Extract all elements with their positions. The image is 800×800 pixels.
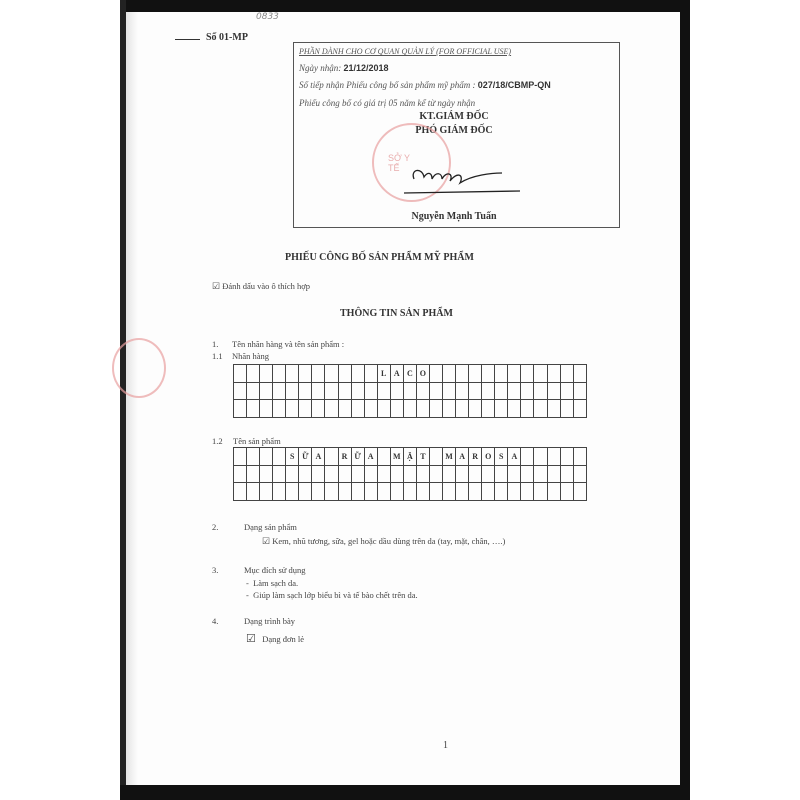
- date-label: Ngày nhận:: [299, 63, 342, 73]
- check-note: Đánh dấu vào ô thích hợp: [222, 281, 311, 291]
- grid-cell: [574, 383, 587, 401]
- grid-cell: [260, 466, 273, 484]
- grid-cell: [286, 483, 299, 501]
- grid-cell: [352, 483, 365, 501]
- grid-cell: [273, 383, 286, 401]
- stamp-text: SỞ Y TẾ: [388, 153, 410, 173]
- grid-cell: [365, 466, 378, 484]
- grid-cell: S: [495, 448, 508, 466]
- grid-cell: [378, 383, 391, 401]
- grid-cell: M: [443, 448, 456, 466]
- grid-cell: [561, 365, 574, 383]
- grid-cell: O: [482, 448, 495, 466]
- scan-border-bottom: [120, 785, 680, 800]
- grid-cell: [312, 400, 325, 418]
- grid-cell: [443, 400, 456, 418]
- official-heading: PHẦN DÀNH CHO CƠ QUAN QUẢN LÝ (FOR OFFICIAL USE): [299, 47, 512, 56]
- grid-cell: [469, 466, 482, 484]
- grid-cell: [365, 400, 378, 418]
- grid-cell: [482, 466, 495, 484]
- official-use-box: [293, 42, 620, 228]
- grid-cell: [286, 466, 299, 484]
- grid-cell: [482, 383, 495, 401]
- form-number: Số 01-MP: [206, 32, 248, 43]
- dash-line: [175, 39, 200, 40]
- date-value: 21/12/2018: [343, 63, 389, 73]
- grid-cell: [534, 466, 547, 484]
- grid-cell: [404, 400, 417, 418]
- scan-border-left: [120, 0, 126, 800]
- grid-cell: [508, 466, 521, 484]
- grid-cell: [339, 483, 352, 501]
- grid-cell: [430, 383, 443, 401]
- grid-cell: [286, 365, 299, 383]
- grid-cell: [234, 383, 247, 401]
- grid-cell: [234, 466, 247, 484]
- grid-cell: [430, 448, 443, 466]
- grid-cell: [273, 483, 286, 501]
- grid-cell: [404, 383, 417, 401]
- grid-cell: [430, 400, 443, 418]
- item1-label: Tên nhãn hàng và tên sản phẩm :: [232, 339, 345, 349]
- grid-cell: [534, 383, 547, 401]
- grid-cell: [495, 383, 508, 401]
- item1-1-num: 1.1: [212, 351, 223, 361]
- grid-cell: [391, 400, 404, 418]
- signer-title-2: PHÓ GIÁM ĐỐC: [415, 125, 493, 136]
- receipt-value: 027/18/CBMP-QN: [477, 80, 551, 90]
- grid-cell: [482, 400, 495, 418]
- grid-cell: [312, 466, 325, 484]
- grid-cell: [352, 365, 365, 383]
- validity-text: Phiếu công bố có giá trị 05 năm kể từ ngày nhận: [299, 98, 476, 108]
- grid-cell: [299, 483, 312, 501]
- grid-cell: Ữ: [352, 448, 365, 466]
- grid-cell: [299, 383, 312, 401]
- grid-cell: [561, 400, 574, 418]
- grid-cell: [495, 483, 508, 501]
- grid-cell: [508, 400, 521, 418]
- grid-cell: [430, 466, 443, 484]
- grid-cell: [548, 365, 561, 383]
- grid-cell: [273, 466, 286, 484]
- grid-cell: [325, 365, 338, 383]
- receipt-label: Số tiếp nhận Phiếu công bố sản phẩm mỹ phẩm :: [299, 80, 476, 90]
- grid-cell: [260, 365, 273, 383]
- grid-cell: [417, 483, 430, 501]
- grid-cell: [247, 483, 260, 501]
- grid-cell: [521, 400, 534, 418]
- handwritten-number: 0833: [256, 12, 279, 22]
- grid-cell: [273, 448, 286, 466]
- grid-cell: [521, 483, 534, 501]
- bullet-dash: -: [246, 578, 249, 588]
- grid-cell: [456, 400, 469, 418]
- grid-cell: [378, 466, 391, 484]
- grid-cell: C: [404, 365, 417, 383]
- grid-cell: [534, 400, 547, 418]
- item1-1-label: Nhãn hàng: [232, 351, 270, 361]
- grid-cell: [521, 365, 534, 383]
- grid-cell: [574, 400, 587, 418]
- page-edge-shadow: [126, 12, 138, 785]
- grid-cell: [312, 365, 325, 383]
- grid-cell: [534, 365, 547, 383]
- grid-cell: [574, 448, 587, 466]
- grid-cell: [548, 483, 561, 501]
- grid-cell: [561, 383, 574, 401]
- grid-cell: [247, 383, 260, 401]
- grid-cell: [574, 483, 587, 501]
- grid-cell: [417, 400, 430, 418]
- grid-cell: [561, 448, 574, 466]
- document-title: PHIẾU CÔNG BỐ SẢN PHẨM MỸ PHẨM: [285, 252, 474, 263]
- item4-label: Dạng trình bày: [244, 616, 295, 626]
- grid-cell: [378, 448, 391, 466]
- grid-cell: [260, 483, 273, 501]
- grid-cell: [339, 365, 352, 383]
- grid-cell: [574, 365, 587, 383]
- grid-cell: [521, 466, 534, 484]
- grid-cell: [391, 466, 404, 484]
- grid-cell: [273, 400, 286, 418]
- grid-cell: [286, 400, 299, 418]
- grid-cell: [391, 383, 404, 401]
- grid-cell: [325, 383, 338, 401]
- grid-cell: [456, 483, 469, 501]
- grid-cell: [548, 400, 561, 418]
- grid-cell: [247, 466, 260, 484]
- grid-cell: [325, 466, 338, 484]
- grid-cell: [495, 365, 508, 383]
- grid-cell: [260, 448, 273, 466]
- product-name-grid: [233, 447, 587, 501]
- grid-cell: A: [508, 448, 521, 466]
- grid-cell: O: [417, 365, 430, 383]
- grid-cell: [260, 383, 273, 401]
- grid-cell: [495, 400, 508, 418]
- grid-cell: [443, 466, 456, 484]
- item2-num: 2.: [212, 522, 219, 532]
- grid-cell: [352, 466, 365, 484]
- grid-cell: [365, 365, 378, 383]
- grid-cell: [286, 383, 299, 401]
- item2-label: Dạng sản phẩm: [244, 522, 297, 532]
- grid-cell: [521, 448, 534, 466]
- grid-cell: [404, 466, 417, 484]
- grid-cell: [508, 383, 521, 401]
- grid-cell: R: [339, 448, 352, 466]
- scan-border-top: [120, 0, 680, 12]
- checkbox-icon: ☑: [262, 536, 271, 546]
- grid-cell: [339, 466, 352, 484]
- grid-cell: [365, 383, 378, 401]
- grid-cell: [247, 365, 260, 383]
- grid-cell: [574, 466, 587, 484]
- grid-cell: [299, 365, 312, 383]
- grid-cell: [548, 448, 561, 466]
- grid-cell: [456, 466, 469, 484]
- grid-cell: [508, 365, 521, 383]
- grid-cell: A: [312, 448, 325, 466]
- grid-cell: [521, 383, 534, 401]
- grid-cell: [325, 448, 338, 466]
- grid-cell: [417, 383, 430, 401]
- grid-cell: [339, 400, 352, 418]
- item2-option: Kem, nhũ tương, sữa, gel hoặc dầu dùng trên da (tay, mặt, chân, ….): [272, 536, 506, 546]
- grid-cell: [404, 483, 417, 501]
- grid-cell: [430, 365, 443, 383]
- page-number: 1: [443, 740, 448, 751]
- grid-cell: A: [365, 448, 378, 466]
- grid-cell: M: [391, 448, 404, 466]
- item3-bullet: Làm sạch da.: [253, 578, 299, 588]
- grid-cell: Ữ: [299, 448, 312, 466]
- grid-cell: [378, 400, 391, 418]
- grid-cell: [312, 383, 325, 401]
- grid-cell: [548, 466, 561, 484]
- grid-cell: [482, 365, 495, 383]
- grid-cell: [299, 400, 312, 418]
- grid-cell: L: [378, 365, 391, 383]
- scan-border-right: [680, 0, 690, 800]
- grid-cell: [365, 483, 378, 501]
- checkbox-icon: ☑: [212, 281, 221, 291]
- item3-bullet: Giúp làm sạch lớp biểu bì và tế bào chết trên da.: [253, 590, 418, 600]
- grid-cell: R: [469, 448, 482, 466]
- grid-cell: [352, 400, 365, 418]
- grid-cell: [325, 400, 338, 418]
- grid-cell: [534, 483, 547, 501]
- grid-cell: [234, 448, 247, 466]
- checkbox-icon: ☑: [246, 633, 256, 645]
- grid-cell: [234, 400, 247, 418]
- grid-cell: [443, 365, 456, 383]
- grid-cell: [443, 483, 456, 501]
- grid-cell: [234, 483, 247, 501]
- grid-cell: [456, 383, 469, 401]
- signature: [402, 161, 532, 201]
- brand-name-grid: [233, 364, 587, 418]
- item1-2-num: 1.2: [212, 436, 223, 446]
- grid-cell: [482, 483, 495, 501]
- grid-cell: [312, 483, 325, 501]
- grid-cell: [548, 383, 561, 401]
- bullet-dash: -: [246, 590, 249, 600]
- grid-cell: [469, 400, 482, 418]
- grid-cell: [469, 365, 482, 383]
- signer-name: Nguyễn Mạnh Tuấn: [411, 211, 497, 222]
- grid-cell: [417, 466, 430, 484]
- grid-cell: Ặ: [404, 448, 417, 466]
- grid-cell: [561, 483, 574, 501]
- grid-cell: [273, 365, 286, 383]
- grid-cell: [561, 466, 574, 484]
- item3-num: 3.: [212, 565, 219, 575]
- grid-cell: [352, 383, 365, 401]
- grid-cell: [234, 365, 247, 383]
- grid-cell: [378, 483, 391, 501]
- grid-cell: [260, 400, 273, 418]
- grid-cell: [339, 383, 352, 401]
- item4-num: 4.: [212, 616, 219, 626]
- grid-cell: [247, 400, 260, 418]
- item4-option: Dạng đơn lẻ: [262, 634, 305, 644]
- section-title: THÔNG TIN SẢN PHẨM: [340, 308, 453, 319]
- grid-cell: [469, 483, 482, 501]
- item1-2-label: Tên sản phẩm: [233, 436, 281, 446]
- grid-cell: [443, 383, 456, 401]
- grid-cell: A: [391, 365, 404, 383]
- grid-cell: [391, 483, 404, 501]
- grid-cell: [508, 483, 521, 501]
- grid-cell: [430, 483, 443, 501]
- grid-cell: A: [456, 448, 469, 466]
- grid-cell: [247, 448, 260, 466]
- partial-stamp-left: [112, 338, 166, 398]
- item3-label: Mục đích sử dụng: [244, 565, 306, 575]
- grid-cell: [325, 483, 338, 501]
- grid-cell: [469, 383, 482, 401]
- signer-title-1: KT.GIÁM ĐỐC: [419, 111, 489, 122]
- grid-cell: [299, 466, 312, 484]
- grid-cell: [534, 448, 547, 466]
- item1-num: 1.: [212, 339, 219, 349]
- grid-cell: [456, 365, 469, 383]
- grid-cell: S: [286, 448, 299, 466]
- grid-cell: T: [417, 448, 430, 466]
- grid-cell: [495, 466, 508, 484]
